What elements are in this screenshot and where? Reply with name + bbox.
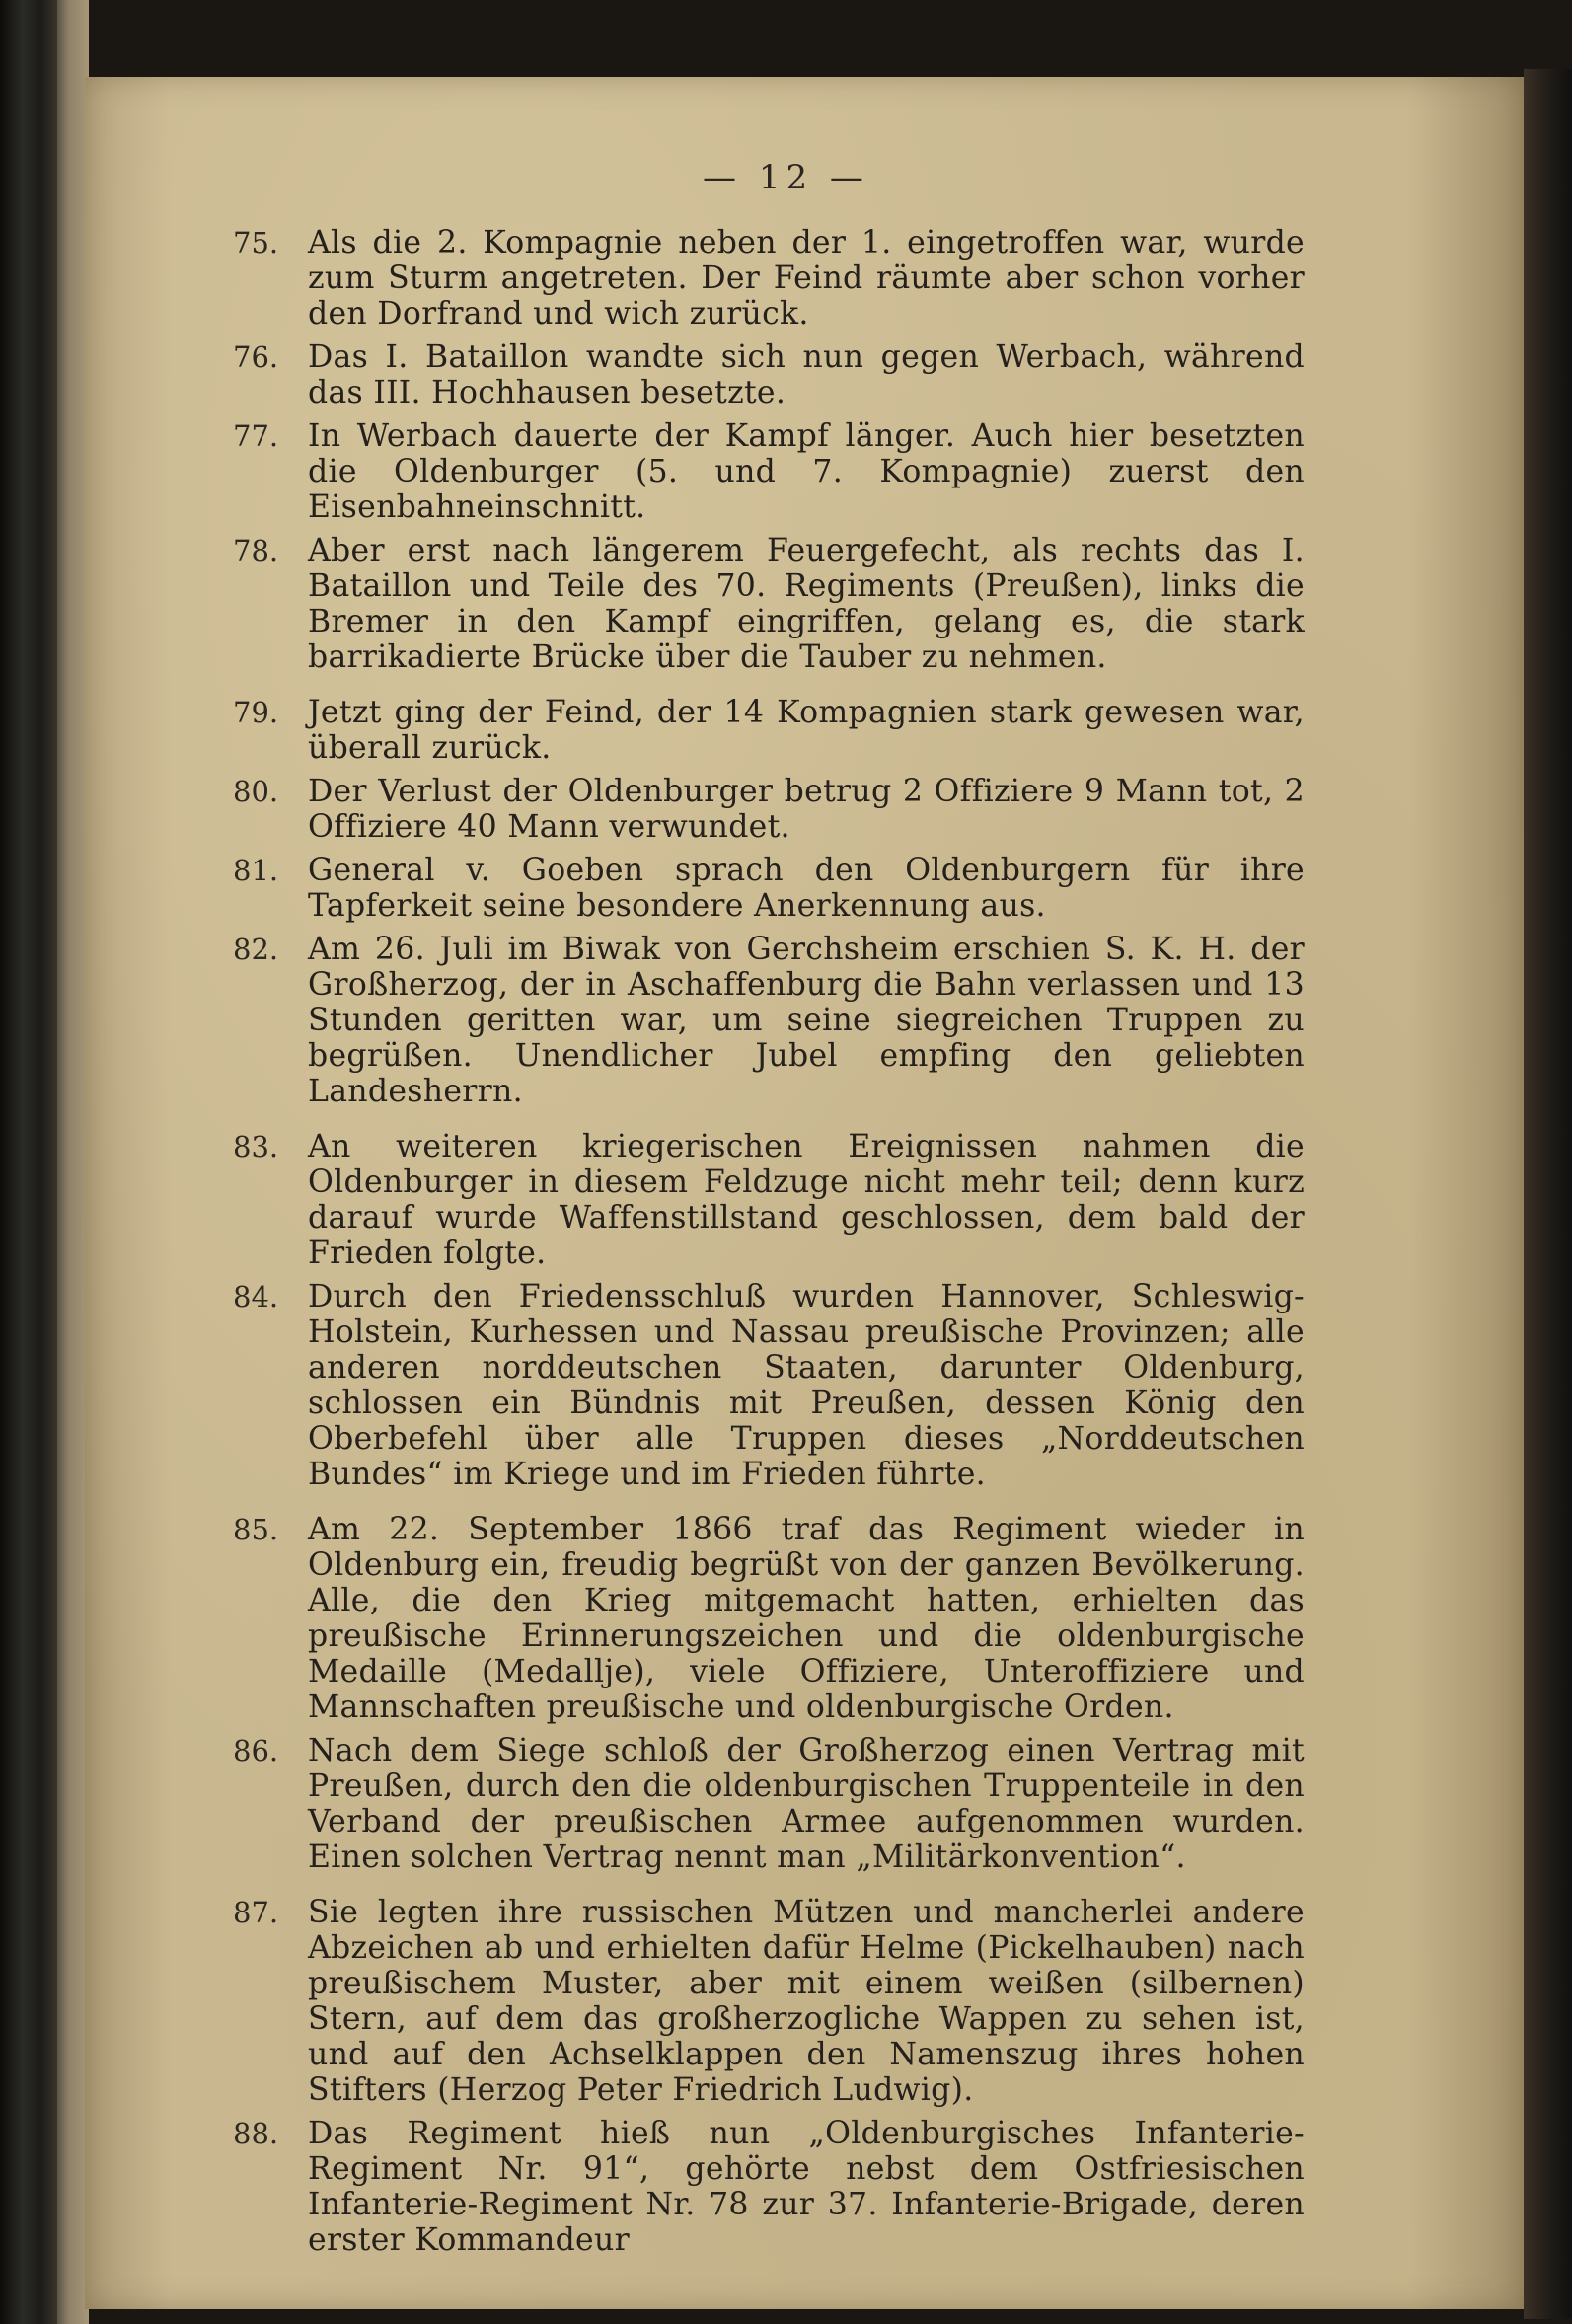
paragraph-text: An weiteren kriegerischen Ereignissen nahmen die Oldenburger in diesem Feldzuge nicht mehr teil; denn kurz darauf wurde Waffenstillstand geschlossen, dem bald der Frieden folgte. — [308, 1129, 1305, 1271]
paragraph-83 — [0, 1129, 1572, 1271]
paragraph-number: 82. — [233, 933, 279, 966]
paragraph-text: Das Regiment hieß nun „Oldenburgisches Infanterie-Regiment Nr. 91“, gehörte nebst dem Ostfriesischen Infanterie-Regiment Nr. 78 zur 37. Infanterie-Brigade, deren erster Kommandeur — [308, 2116, 1305, 2258]
paragraph-number: 86. — [233, 1734, 279, 1767]
paragraph-77 — [0, 418, 1572, 525]
paragraph-text: Als die 2. Kompagnie neben der 1. eingetroffen war, wurde zum Sturm angetreten. Der Feind räumte aber schon vorher den Dorfrand und wich zurück. — [308, 225, 1305, 332]
paragraph-number: 87. — [233, 1896, 279, 1929]
paragraph-84 — [0, 1279, 1572, 1492]
paragraph-86 — [0, 1733, 1572, 1875]
paragraph-75 — [0, 225, 1572, 332]
paragraph-82 — [0, 932, 1572, 1109]
paragraph-80 — [0, 774, 1572, 845]
paragraph-text: In Werbach dauerte der Kampf länger. Auch hier besetzten die Oldenburger (5. und 7. Kompagnie) zuerst den Eisenbahneinschnitt. — [308, 418, 1305, 525]
paragraph-text: Nach dem Siege schloß der Großherzog einen Vertrag mit Preußen, durch den die oldenburgischen Truppenteile in den Verband der preußischen Armee aufgenommen wurden. Einen solchen Vertrag nennt man „Militärkonvention“. — [308, 1733, 1305, 1875]
paragraph-76 — [0, 339, 1572, 411]
paragraph-text: Am 26. Juli im Biwak von Gerchsheim erschien S. K. H. der Großherzog, der in Aschaffenburg die Bahn verlassen und 13 Stunden geritten war, um seine siegreichen Truppen zu begrüßen. Unendlicher Jubel empfing den geliebten Landesherrn. — [308, 932, 1305, 1109]
paragraph-text: Sie legten ihre russischen Mützen und mancherlei andere Abzeichen ab und erhielten dafür Helme (Pickelhauben) nach preußischem Muster, aber mit einem weißen (silbernen) Stern, auf dem das großherzogliche Wappen zu sehen ist, und auf den Achselklappen den Namenszug ihres hohen Stifters (Herzog Peter Friedrich Ludwig). — [308, 1895, 1305, 2108]
paragraph-number: 80. — [233, 775, 279, 808]
paragraph-number: 88. — [233, 2117, 279, 2150]
paragraph-number: 81. — [233, 854, 279, 887]
paragraph-number: 76. — [233, 340, 279, 374]
paragraph-85 — [0, 1512, 1572, 1725]
paragraph-text: Der Verlust der Oldenburger betrug 2 Offiziere 9 Mann tot, 2 Offiziere 40 Mann verwundet. — [308, 774, 1305, 845]
paragraph-text: Durch den Friedensschluß wurden Hannover, Schleswig-Holstein, Kurhessen und Nassau preußische Provinzen; alle anderen norddeutschen Staaten, darunter Oldenburg, schlossen ein Bündnis mit Preußen, dessen König den Oberbefehl über alle Truppen dieses „Norddeutschen Bundes“ im Kriege und im Frieden führte. — [308, 1279, 1305, 1492]
paragraph-number: 83. — [233, 1130, 279, 1163]
paragraph-79 — [0, 695, 1572, 766]
paragraph-text: Aber erst nach längerem Feuergefecht, als rechts das I. Bataillon und Teile des 70. Regiments (Preußen), links die Bremer in den Kampf eingriffen, gelang es, die stark barrikadierte Brücke über die Tauber zu nehmen. — [308, 533, 1305, 675]
paragraph-81 — [0, 853, 1572, 924]
paragraph-88 — [0, 2116, 1572, 2258]
paragraph-number: 77. — [233, 419, 279, 453]
paragraph-78 — [0, 533, 1572, 675]
paragraph-text: Jetzt ging der Feind, der 14 Kompagnien stark gewesen war, überall zurück. — [308, 695, 1305, 766]
page-number: — 12 — — [703, 158, 869, 197]
paragraph-text: General v. Goeben sprach den Oldenburgern für ihre Tapferkeit seine besondere Anerkennung aus. — [308, 853, 1305, 924]
paragraph-number: 78. — [233, 534, 279, 567]
paragraph-text: Das I. Bataillon wandte sich nun gegen Werbach, während das III. Hochhausen besetzte. — [308, 339, 1305, 411]
paragraph-text: Am 22. September 1866 traf das Regiment wieder in Oldenburg ein, freudig begrüßt von der ganzen Bevölkerung. Alle, die den Krieg mitgemacht hatten, erhielten das preußische Erinnerungszeichen und die oldenburgische Medaille (Medallje), viele Offiziere, Unteroffiziere und Mannschaften preußische und oldenburgische Orden. — [308, 1512, 1305, 1725]
paragraph-number: 84. — [233, 1280, 279, 1313]
paragraph-number: 85. — [233, 1513, 279, 1546]
page-body — [0, 225, 1572, 2258]
paragraph-number: 75. — [233, 226, 279, 260]
paragraph-number: 79. — [233, 696, 279, 729]
paragraph-87 — [0, 1895, 1572, 2108]
